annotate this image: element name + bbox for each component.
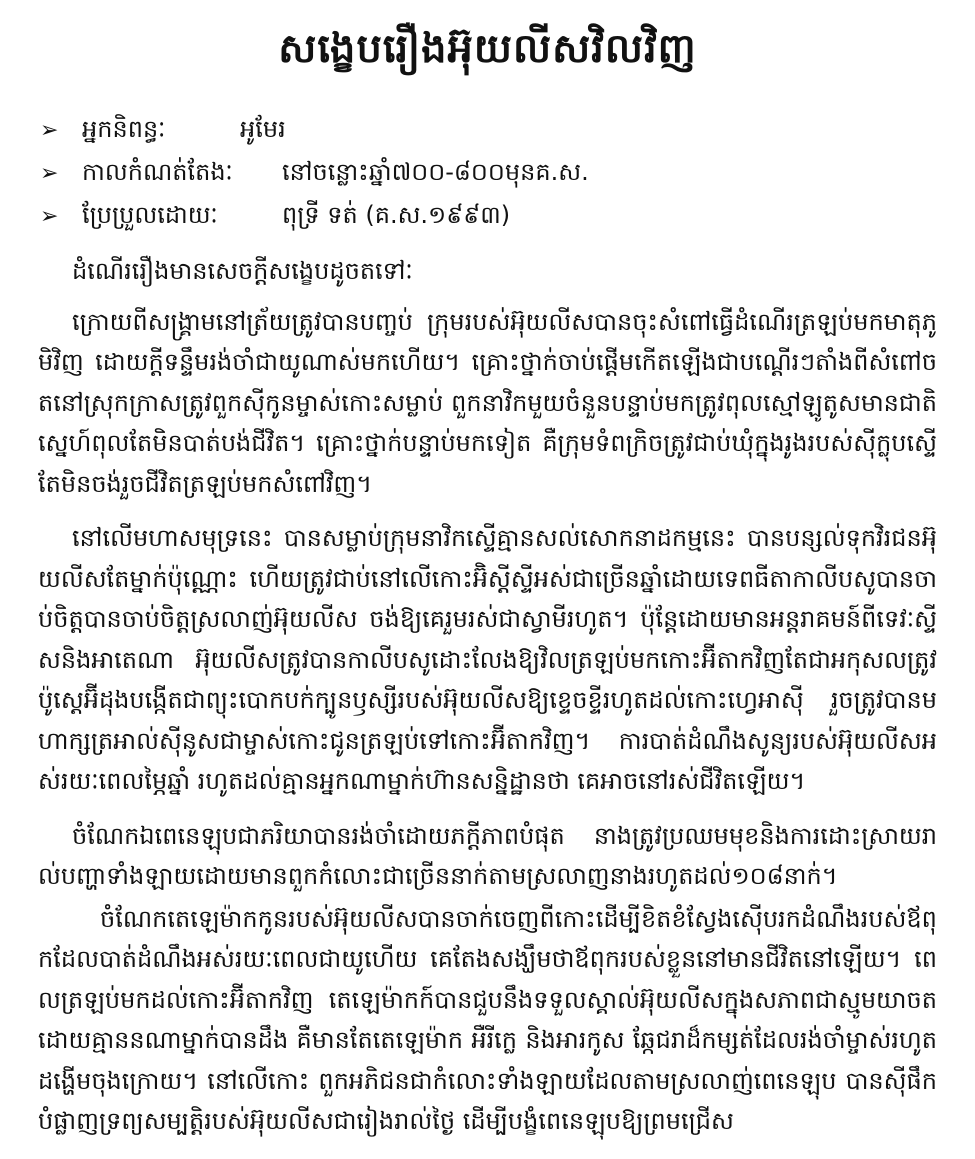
meta-item-adapter [38, 194, 937, 237]
body-paragraph: នៅលើមហាសមុទ្រនេះ បានសម្លាប់ក្រុមនាវិកស្ទើគ្មានសល់សោកនាដកម្មនេះ បានបន្សល់ទុកវិរជនអ៊ុយលីសតែម្នាក់ប៉ុណ្ណោះ ហើយត្រូវជាប់នៅលើកោះអ៊ិស្តីស្ទីអស់ជាច្រើនឆ្នាំដោយទេពធីតាកាលីបសូបានចាប់ចិត្តបានចាប់ចិត្តស្រលាញ់អ៊ុយលីស ចង់ឱ្យគេរួមរស់ជាស្វាមីរហូត។ ប៉ុន្តែដោយមានអន្តរាគមន៍ពីទេវៈស្ទីសនិងអាតេណា អ៊ុយលីសត្រូវបានកាលីបសូដោះលែងឱ្យវិលត្រឡប់មកកោះអ៊ីតាកវិញតែជាអកុសលត្រូវប៉ូស្ដេអ៊ីដុងបង្កើតជាព្យុះបោកបក់ក្បូនឫស្សីរបស់អ៊ុយលីសឱ្យខ្ទេចខ្ទីរហូតដល់កោះហ្វេអាស៊ី រួចត្រូវបានមហាក្សត្រអាល់ស៊ីនូសជាម្ចាស់កោះជូនត្រឡប់ទៅកោះអ៊ីតាកវិញ។ ការបាត់ដំណឹងសូន្យរបស់អ៊ុយលីសអស់រយៈពេលម្ភៃឆ្នាំ រហូតដល់គ្មានអ្នកណាម្នាក់ហ៊ានសន្និដ្ឋានថា គេអាចនៅរស់ជីវិតឡើយ។ [38, 524, 937, 795]
arrow-bullet-icon: ➢ [40, 118, 59, 143]
body-paragraph: ចំណែកឯពេនេឡុបជាភរិយាបានរង់ចាំដោយភក្តីភាពបំផុត នាងត្រូវប្រឈមមុខនិងការដោះស្រាយរាល់បញ្ហាទាំងឡាយដោយមានពួកកំលោះជាច្រើននាក់តាមស្រលាញនាងរហូតដល់១០៨នាក់។ [38, 821, 937, 890]
meta-value: នៅចន្លោះឆ្នាំ៧០០-៨០០មុនគ.ស. [282, 158, 589, 186]
body-paragraph: ចំណែកតេឡេម៉ាកកូនរបស់អ៊ុយលីសបានចាក់ចេញពីកោះដើម្បីខិតខំស្វែងស៊ើបរកដំណឹងរបស់ឪពុកដែលបាត់ដំណឹងអស់រយៈពេលជាយូហើយ គេតែងសង្ឃឹមថាឪពុករបស់ខ្លួននៅមានជីវិតនៅឡើយ។ ពេលត្រឡប់មកដល់កោះអ៊ីតាកវិញ តេឡេម៉ាកក៍បានជួបនឹងទទួលស្គាល់អ៊ុយលីសក្នុងសភាពជាស្មូមយាចត ដោយគ្មាននណាម្នាក់បានដឹង គឺមានតែតេឡេម៉ាក អឺរីក្លេ និងអារកូស ឆ្កែជរាដ៏កម្សត់ដែលរង់ចាំម្ចាស់រហូតដង្ហើមចុងក្រោយ។ នៅលើកោះ ពួកអភិជនជាកំលោះទាំងឡាយដែលតាមស្រលាញ់ពេនេឡុប បានស៊ីផឹកបំផ្លាញទ្រព្យសម្បត្តិរបស់អ៊ុយលីសជារៀងរាល់ថ្ងៃ ដើម្បីបង្ខំពេនេឡុបឱ្យព្រមជ្រើស [38, 904, 937, 1135]
meta-value: ពុទ្រី ទត់ (គ.ស.១៩៩៣) [282, 201, 511, 229]
meta-label: ប្រែប្រួលដោយៈ [82, 201, 218, 229]
meta-label: អ្នកនិពន្ធៈ [82, 115, 166, 143]
arrow-bullet-icon: ➢ [40, 161, 59, 186]
document-title: សង្ខេបរឿងអ៊ុយលីសវិលវិញ [278, 26, 697, 72]
meta-item-date [38, 151, 937, 194]
meta-label: កាលកំណត់តែងៈ [82, 158, 233, 186]
body-paragraph: ក្រោយពីសង្គ្រាមនៅត្រ័យត្រូវបានបញ្ចប់ ក្រុមរបស់អ៊ុយលីសបានចុះសំពៅធ្វើដំណើរត្រឡប់មកមាតុភូមិវិញ ដោយក្តីទន្ទឹមរង់ចាំជាយូណាស់មកហើយ។ គ្រោះថ្នាក់ចាប់ផ្តើមកើតឡើងជាបណ្តើរៗតាំងពីសំពៅចតនៅស្រុកក្រាសត្រូវពួកស៊ីកូនម្ចាស់កោះសម្លាប់ ពួកនាវិកមួយចំនួនបន្ទាប់មកត្រូវពុលស្មៅឡូតូសមានជាតិស្នេហ៍ពុលតែមិនបាត់បង់ជីវិត។ គ្រោះថ្នាក់បន្ទាប់មកទៀត គឺក្រុមទំពក្រិចត្រូវជាប់ឃុំក្នុងរូងរបស់ស៊ីក្លុបស្ទើតែមិនចង់រួចជីវិតត្រឡប់មកសំពៅវិញ។ [38, 307, 937, 498]
meta-value: អូមែរ [240, 115, 286, 143]
arrow-bullet-icon: ➢ [40, 204, 59, 229]
intro-paragraph: ដំណើររឿងមានសេចក្តីសង្ខេបដូចតទៅៈ [72, 257, 413, 285]
metadata-list [38, 108, 937, 237]
meta-item-author [38, 108, 937, 151]
